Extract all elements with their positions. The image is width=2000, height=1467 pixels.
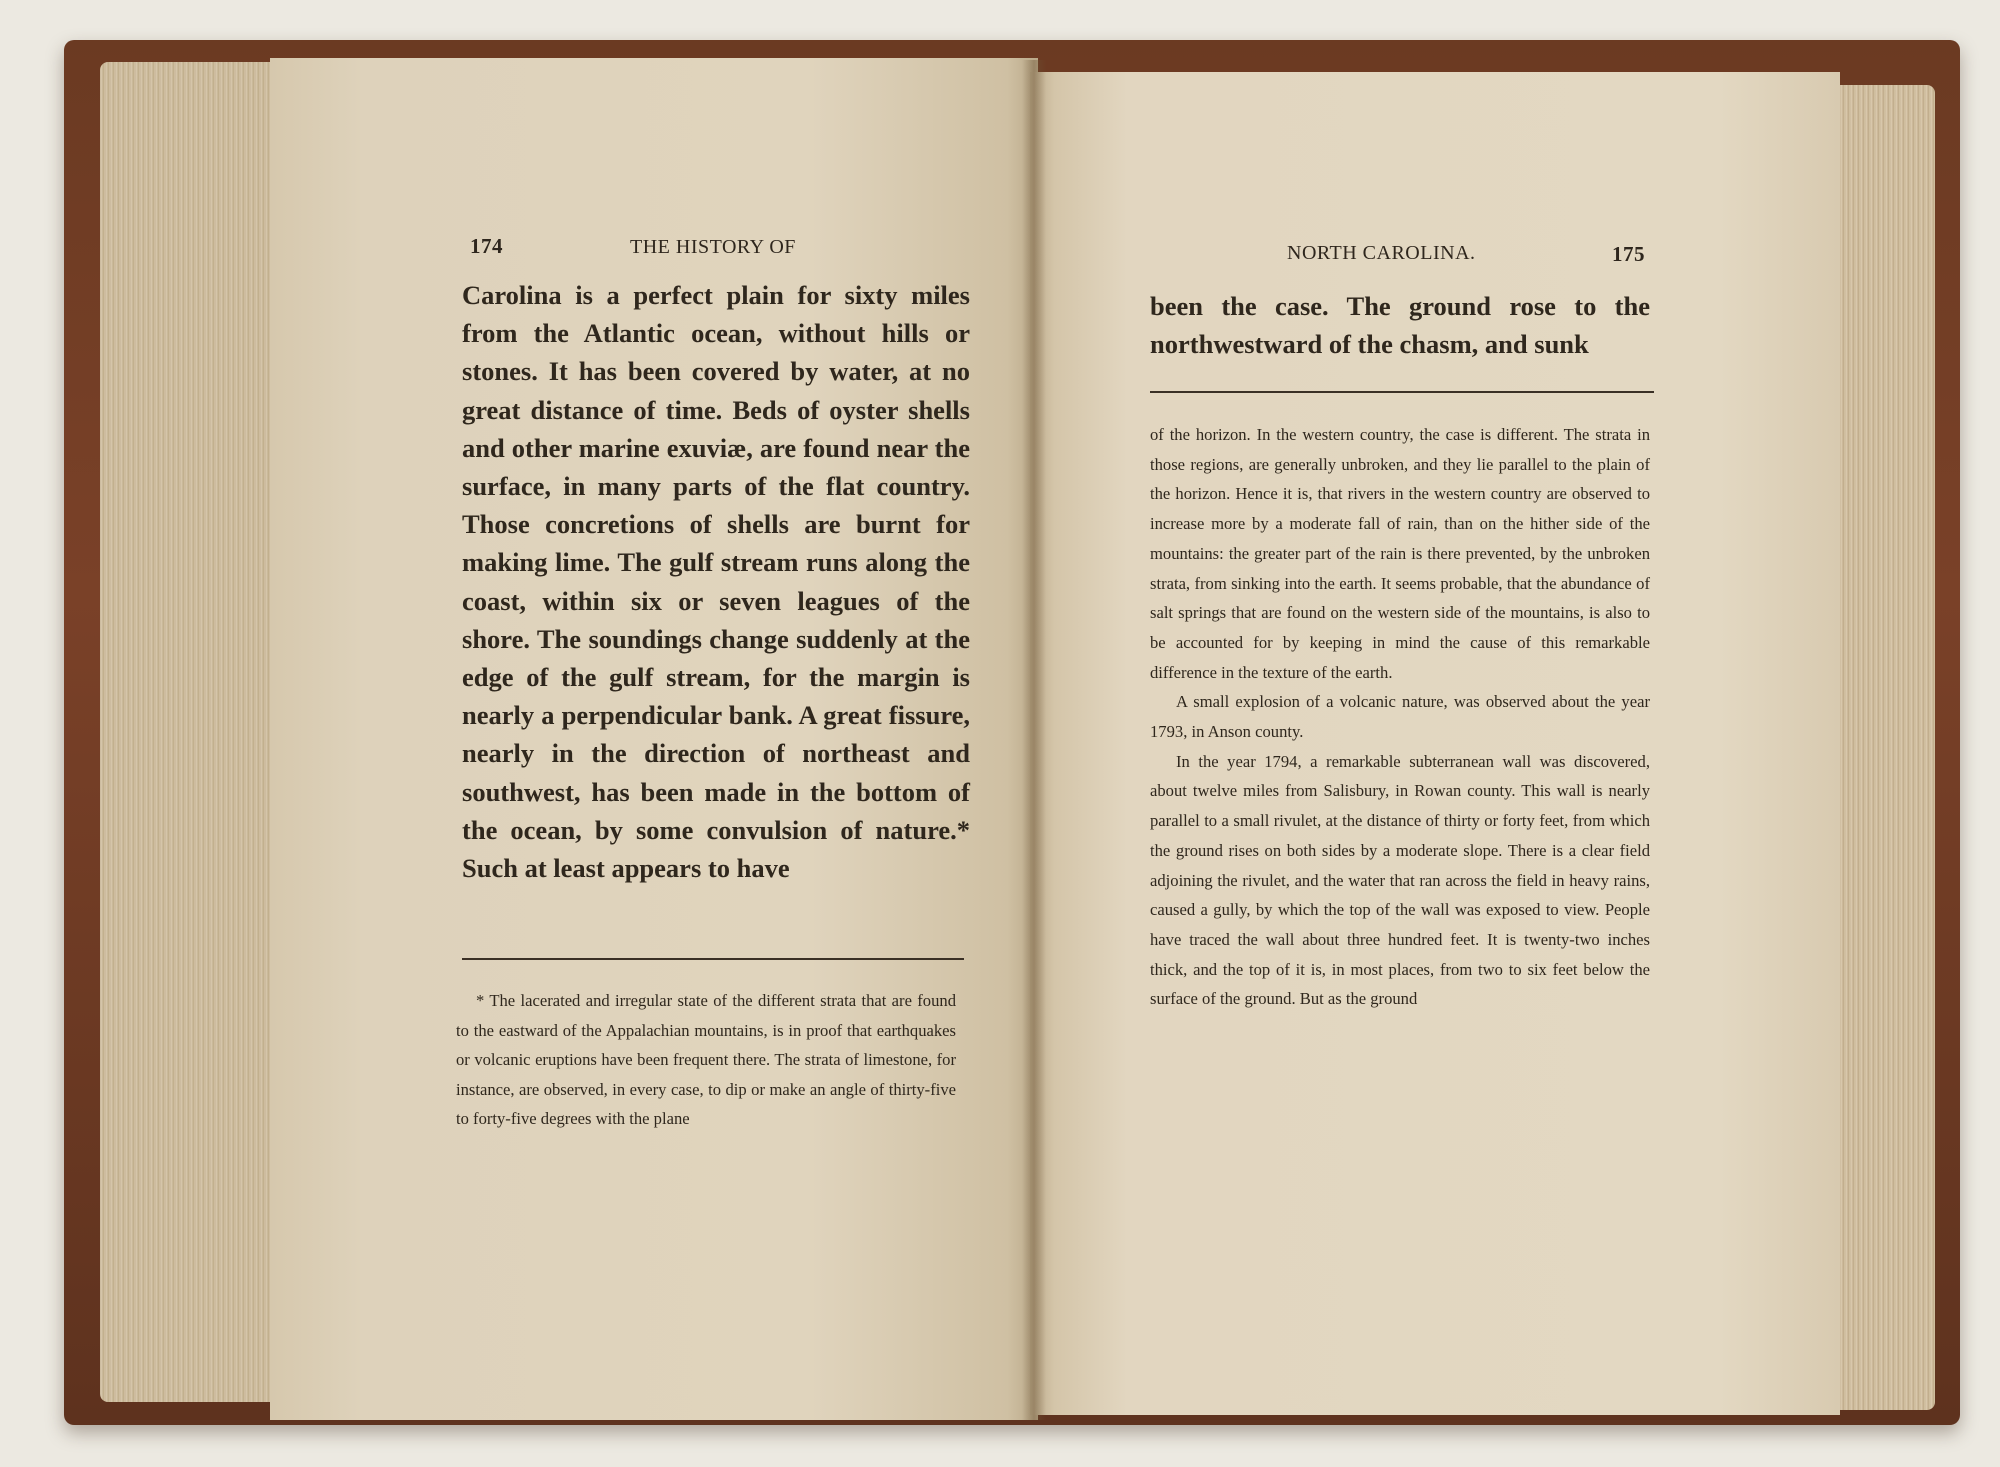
left-body-text [462, 276, 970, 887]
left-footnote [456, 986, 956, 1134]
right-body-text [1150, 287, 1650, 363]
left-footnote-rule [462, 958, 964, 960]
left-running-head: THE HISTORY OF [630, 236, 796, 258]
left-page-number: 174 [470, 234, 503, 258]
right-page-number: 175 [1612, 242, 1645, 266]
page-edges-left [100, 62, 290, 1402]
right-paragraph-3: In the year 1794, a remarkable subterranean wall was discovered, about twelve miles from Salisbury, in Rowan county. This wall is nearly parallel to a small rivulet, at the distance of thirty or forty feet, from which the ground rises on both sides by a moderate slope. There is a clear field adjoining the rivulet, and the water that ran across the field in heavy rains, caused a gully, by which the top of the wall was exposed to view. People have traced the wall about three hundred feet. It is twenty-two inches thick, and the top of it is, in most places, from two to six feet below the surface of the ground. But as the ground [1150, 751, 1650, 1009]
right-section-rule [1150, 391, 1654, 393]
right-paragraph-2: A small explosion of a volcanic nature, was observed about the year 1793, in Anson county. [1150, 692, 1650, 742]
right-small-text [1150, 420, 1650, 1014]
right-running-head: NORTH CAROLINA. [1287, 242, 1476, 264]
left-footnote-text: * The lacerated and irregular state of the different strata that are found to the eastward of the Appalachian mountains, is in proof that earthquakes or volcanic eruptions have been frequent there. The strata of limestone, for instance, are observed, in every case, to dip or make an angle of thirty-five to forty-five degrees with the plane [456, 991, 956, 1128]
page-edges-right [1835, 85, 1935, 1410]
left-body-paragraph: Carolina is a perfect plain for sixty miles from the Atlantic ocean, without hills or stones. It has been covered by water, at no great distance of time. Beds of oyster shells and other marine exuviæ, are found near the surface, in many parts of the flat country. Those concretions of shells are burnt for making lime. The gulf stream runs along the coast, within six or seven leagues of the shore. The soundings change suddenly at the edge of the gulf stream, for the margin is nearly a perpendicular bank. A great fissure, nearly in the direction of northeast and southwest, has been made in the bottom of the ocean, by some convulsion of nature.* Such at least appears to have [462, 280, 970, 884]
right-body-paragraph: been the case. The ground rose to the northwestward of the chasm, and sunk [1150, 291, 1650, 360]
right-continuation-paragraph: of the horizon. In the western country, the case is different. The strata in those regions, are generally unbroken, and they lie parallel to the plain of the horizon. Hence it is, that rivers in the western country are observed to increase more by a moderate fall of rain, than on the hither side of the mountains: the greater part of the rain is there prevented, by the unbroken strata, from sinking into the earth. It seems probable, that the abundance of salt springs that are found on the western side of the mountains, is also to be accounted for by keeping in mind the cause of this remarkable difference in the texture of the earth. [1150, 425, 1650, 682]
book-gutter [1022, 60, 1046, 1420]
